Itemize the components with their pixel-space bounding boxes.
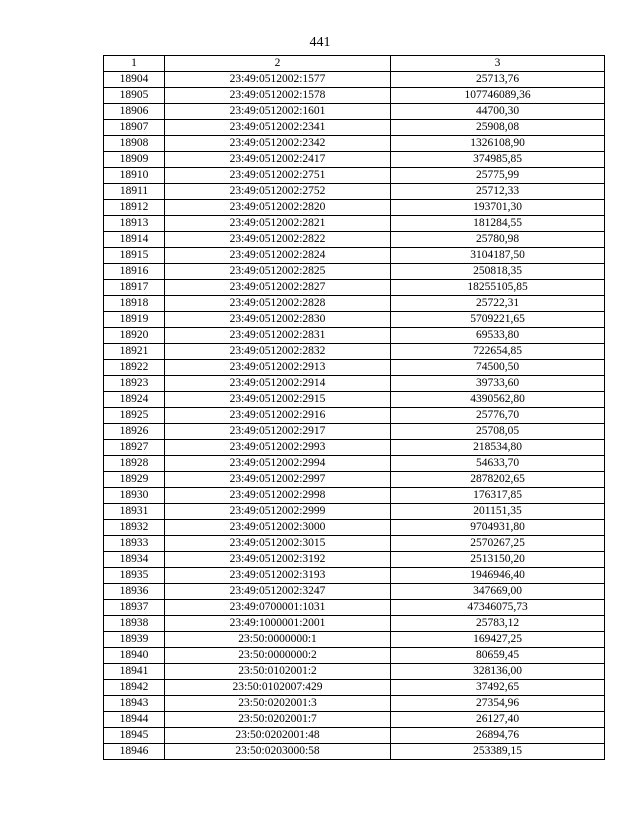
cadastral-number-cell: 23:49:0512002:2998 <box>165 488 391 504</box>
cadastral-number-cell: 23:49:0512002:2831 <box>165 328 391 344</box>
page-number: 441 <box>309 35 331 50</box>
table-row <box>104 472 605 488</box>
cadastral-number-cell: 23:49:0512002:2828 <box>165 296 391 312</box>
cadastral-number-cell: 23:50:0000000:2 <box>165 648 391 664</box>
cadastral-number-cell: 23:49:0512002:3247 <box>165 584 391 600</box>
table-row <box>104 152 605 168</box>
cadastral-number-cell: 23:50:0202001:3 <box>165 696 391 712</box>
table-row <box>104 424 605 440</box>
row-number-cell: 18916 <box>104 264 165 280</box>
row-number-cell: 18924 <box>104 392 165 408</box>
value-cell: 169427,25 <box>391 632 605 648</box>
row-number-cell: 18908 <box>104 136 165 152</box>
cadastral-number-cell: 23:49:0512002:2342 <box>165 136 391 152</box>
cadastral-number-cell: 23:49:0512002:2915 <box>165 392 391 408</box>
cadastral-number-cell: 23:50:0102007:429 <box>165 680 391 696</box>
value-cell: 2570267,25 <box>391 536 605 552</box>
cadastral-number-cell: 23:49:0512002:3193 <box>165 568 391 584</box>
value-cell: 25722,31 <box>391 296 605 312</box>
row-number-cell: 18940 <box>104 648 165 664</box>
table-row <box>104 312 605 328</box>
table-row <box>104 440 605 456</box>
row-number-cell: 18941 <box>104 664 165 680</box>
cadastral-number-cell: 23:49:0512002:2999 <box>165 504 391 520</box>
value-cell: 722654,85 <box>391 344 605 360</box>
table-row <box>104 168 605 184</box>
value-cell: 193701,30 <box>391 200 605 216</box>
value-cell: 25783,12 <box>391 616 605 632</box>
value-cell: 374985,85 <box>391 152 605 168</box>
row-number-cell: 18904 <box>104 72 165 88</box>
value-cell: 25780,98 <box>391 232 605 248</box>
table-row <box>104 296 605 312</box>
value-cell: 107746089,36 <box>391 88 605 104</box>
table-row <box>104 584 605 600</box>
table-row <box>104 264 605 280</box>
cadastral-number-cell: 23:49:0512002:2997 <box>165 472 391 488</box>
row-number-cell: 18938 <box>104 616 165 632</box>
value-cell: 74500,50 <box>391 360 605 376</box>
row-number-cell: 18915 <box>104 248 165 264</box>
cadastral-number-cell: 23:49:0512002:2417 <box>165 152 391 168</box>
row-number-cell: 18926 <box>104 424 165 440</box>
table-row <box>104 568 605 584</box>
cadastral-number-cell: 23:49:0512002:2913 <box>165 360 391 376</box>
table-row <box>104 616 605 632</box>
table-row <box>104 200 605 216</box>
value-cell: 44700,30 <box>391 104 605 120</box>
cadastral-number-cell: 23:50:0202001:7 <box>165 712 391 728</box>
table-row <box>104 504 605 520</box>
row-number-cell: 18946 <box>104 744 165 760</box>
value-cell: 18255105,85 <box>391 280 605 296</box>
cadastral-number-cell: 23:49:0512002:2830 <box>165 312 391 328</box>
row-number-cell: 18920 <box>104 328 165 344</box>
row-number-cell: 18933 <box>104 536 165 552</box>
table-row <box>104 88 605 104</box>
cadastral-number-cell: 23:49:1000001:2001 <box>165 616 391 632</box>
value-cell: 25708,05 <box>391 424 605 440</box>
row-number-cell: 18911 <box>104 184 165 200</box>
cadastral-number-cell: 23:49:0512002:3000 <box>165 520 391 536</box>
table-row <box>104 328 605 344</box>
cadastral-number-cell: 23:49:0512002:1577 <box>165 72 391 88</box>
value-cell: 176317,85 <box>391 488 605 504</box>
table-row <box>104 376 605 392</box>
row-number-cell: 18937 <box>104 600 165 616</box>
value-cell: 2513150,20 <box>391 552 605 568</box>
table-row <box>104 216 605 232</box>
cadastral-number-cell: 23:49:0512002:1601 <box>165 104 391 120</box>
value-cell: 201151,35 <box>391 504 605 520</box>
table-row <box>104 248 605 264</box>
cadastral-number-cell: 23:50:0202001:48 <box>165 728 391 744</box>
value-cell: 5709221,65 <box>391 312 605 328</box>
value-cell: 1326108,90 <box>391 136 605 152</box>
column-header-1: 1 <box>104 56 165 72</box>
value-cell: 181284,55 <box>391 216 605 232</box>
value-cell: 26894,76 <box>391 728 605 744</box>
table-row <box>104 696 605 712</box>
value-cell: 54633,70 <box>391 456 605 472</box>
row-number-cell: 18935 <box>104 568 165 584</box>
value-cell: 25713,76 <box>391 72 605 88</box>
cadastral-number-cell: 23:49:0512002:2824 <box>165 248 391 264</box>
table-row <box>104 664 605 680</box>
cadastral-number-cell: 23:49:0512002:2821 <box>165 216 391 232</box>
table-row <box>104 456 605 472</box>
cadastral-number-cell: 23:49:0512002:2752 <box>165 184 391 200</box>
row-number-cell: 18912 <box>104 200 165 216</box>
value-cell: 2878202,65 <box>391 472 605 488</box>
table-row <box>104 552 605 568</box>
cadastral-number-cell: 23:49:0512002:2917 <box>165 424 391 440</box>
table-row <box>104 280 605 296</box>
row-number-cell: 18922 <box>104 360 165 376</box>
table-row <box>104 392 605 408</box>
row-number-cell: 18928 <box>104 456 165 472</box>
value-cell: 253389,15 <box>391 744 605 760</box>
table-row <box>104 72 605 88</box>
registry-table <box>103 55 605 760</box>
row-number-cell: 18944 <box>104 712 165 728</box>
cadastral-number-cell: 23:49:0512002:2994 <box>165 456 391 472</box>
row-number-cell: 18936 <box>104 584 165 600</box>
row-number-cell: 18905 <box>104 88 165 104</box>
row-number-cell: 18910 <box>104 168 165 184</box>
value-cell: 25908,08 <box>391 120 605 136</box>
table-row <box>104 408 605 424</box>
value-cell: 37492,65 <box>391 680 605 696</box>
cadastral-number-cell: 23:49:0512002:2341 <box>165 120 391 136</box>
value-cell: 347669,00 <box>391 584 605 600</box>
value-cell: 47346075,73 <box>391 600 605 616</box>
row-number-cell: 18923 <box>104 376 165 392</box>
row-number-cell: 18929 <box>104 472 165 488</box>
table-row <box>104 136 605 152</box>
value-cell: 69533,80 <box>391 328 605 344</box>
cadastral-number-cell: 23:49:0512002:2751 <box>165 168 391 184</box>
column-header-2: 2 <box>165 56 391 72</box>
row-number-cell: 18942 <box>104 680 165 696</box>
value-cell: 25712,33 <box>391 184 605 200</box>
row-number-cell: 18945 <box>104 728 165 744</box>
table-row <box>104 680 605 696</box>
row-number-cell: 18913 <box>104 216 165 232</box>
row-number-cell: 18909 <box>104 152 165 168</box>
value-cell: 3104187,50 <box>391 248 605 264</box>
table-row <box>104 728 605 744</box>
value-cell: 218534,80 <box>391 440 605 456</box>
cadastral-number-cell: 23:49:0512002:1578 <box>165 88 391 104</box>
cadastral-number-cell: 23:49:0512002:2993 <box>165 440 391 456</box>
table-row <box>104 632 605 648</box>
value-cell: 250818,35 <box>391 264 605 280</box>
table-row <box>104 120 605 136</box>
row-number-cell: 18914 <box>104 232 165 248</box>
cadastral-number-cell: 23:50:0102001:2 <box>165 664 391 680</box>
row-number-cell: 18906 <box>104 104 165 120</box>
cadastral-number-cell: 23:49:0512002:2820 <box>165 200 391 216</box>
table-row <box>104 536 605 552</box>
row-number-cell: 18925 <box>104 408 165 424</box>
cadastral-number-cell: 23:49:0512002:3015 <box>165 536 391 552</box>
value-cell: 80659,45 <box>391 648 605 664</box>
table-row <box>104 360 605 376</box>
row-number-cell: 18931 <box>104 504 165 520</box>
cadastral-number-cell: 23:49:0512002:3192 <box>165 552 391 568</box>
value-cell: 39733,60 <box>391 376 605 392</box>
value-cell: 4390562,80 <box>391 392 605 408</box>
value-cell: 25776,70 <box>391 408 605 424</box>
table-row <box>104 344 605 360</box>
row-number-cell: 18930 <box>104 488 165 504</box>
row-number-cell: 18934 <box>104 552 165 568</box>
cadastral-number-cell: 23:49:0512002:2825 <box>165 264 391 280</box>
cadastral-number-cell: 23:49:0512002:2916 <box>165 408 391 424</box>
row-number-cell: 18932 <box>104 520 165 536</box>
row-number-cell: 18918 <box>104 296 165 312</box>
table-row <box>104 520 605 536</box>
row-number-cell: 18919 <box>104 312 165 328</box>
table-row <box>104 712 605 728</box>
table-row <box>104 744 605 760</box>
cadastral-number-cell: 23:50:0203000:58 <box>165 744 391 760</box>
value-cell: 9704931,80 <box>391 520 605 536</box>
cadastral-number-cell: 23:49:0512002:2827 <box>165 280 391 296</box>
value-cell: 26127,40 <box>391 712 605 728</box>
cadastral-number-cell: 23:50:0000000:1 <box>165 632 391 648</box>
table-row <box>104 648 605 664</box>
row-number-cell: 18921 <box>104 344 165 360</box>
value-cell: 27354,96 <box>391 696 605 712</box>
row-number-cell: 18907 <box>104 120 165 136</box>
cadastral-number-cell: 23:49:0512002:2832 <box>165 344 391 360</box>
table-row <box>104 184 605 200</box>
row-number-cell: 18943 <box>104 696 165 712</box>
row-number-cell: 18927 <box>104 440 165 456</box>
cadastral-number-cell: 23:49:0700001:1031 <box>165 600 391 616</box>
value-cell: 1946946,40 <box>391 568 605 584</box>
cadastral-number-cell: 23:49:0512002:2914 <box>165 376 391 392</box>
value-cell: 25775,99 <box>391 168 605 184</box>
table-body <box>104 72 605 760</box>
table-row <box>104 488 605 504</box>
table-row <box>104 232 605 248</box>
table-row <box>104 104 605 120</box>
row-number-cell: 18917 <box>104 280 165 296</box>
table-header-row <box>104 56 605 72</box>
cadastral-number-cell: 23:49:0512002:2822 <box>165 232 391 248</box>
column-header-3: 3 <box>391 56 605 72</box>
row-number-cell: 18939 <box>104 632 165 648</box>
value-cell: 328136,00 <box>391 664 605 680</box>
table-row <box>104 600 605 616</box>
